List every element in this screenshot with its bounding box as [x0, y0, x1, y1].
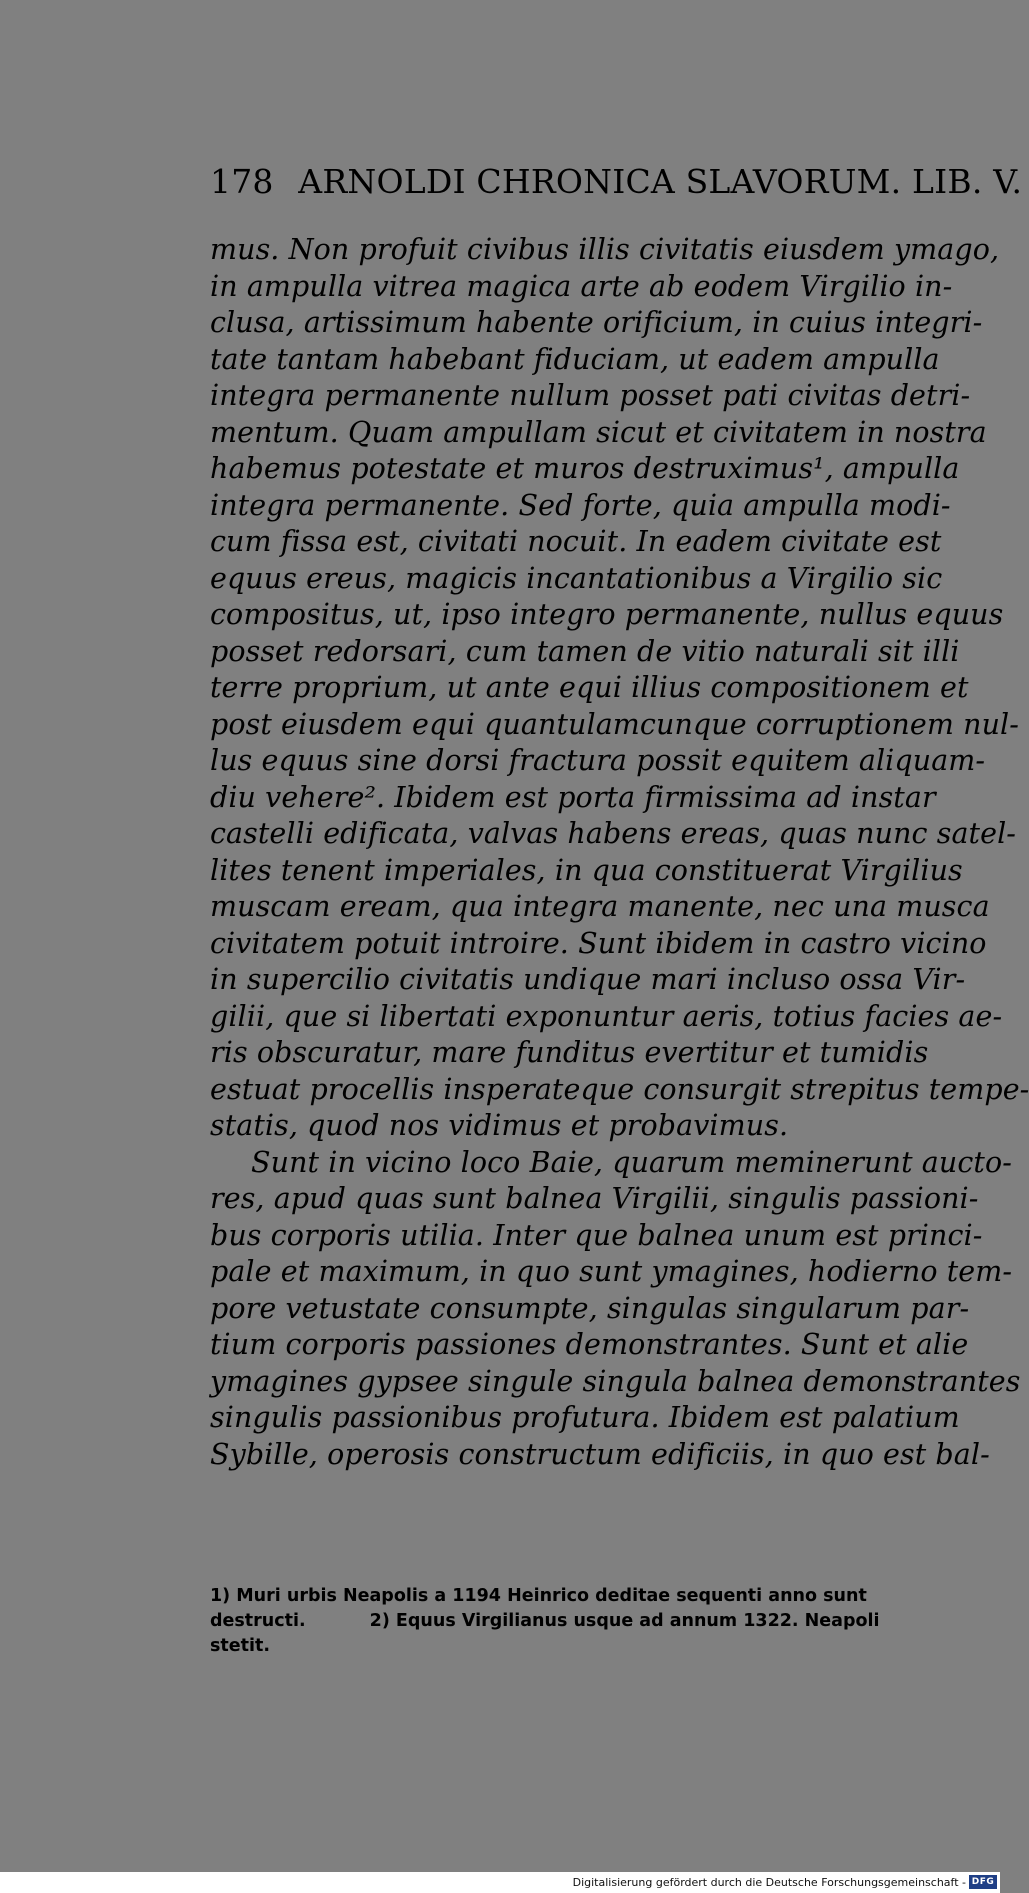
footnote-2-continuation: stetit.: [210, 1636, 271, 1656]
text-line: ymagines gypsee singule singula balnea demonstrantes: [210, 1364, 1021, 1398]
text-line: posset redorsari, cum tamen de vitio naturali sit illi: [210, 634, 960, 668]
text-line: terre proprium, ut ante equi illius compositionem et: [210, 671, 969, 704]
dfg-logo: DFG: [969, 1875, 997, 1889]
page-number: 178: [210, 162, 274, 201]
text-line: integra permanente nullum posset pati civitas detri-: [210, 379, 971, 412]
text-line: post eiusdem equi quantulamcunque corruptionem nul-: [210, 707, 1019, 741]
text-line: res, apud quas sunt balnea Virgilii, singulis passioni-: [210, 1182, 979, 1215]
text-line: tium corporis passiones demonstrantes. Sunt et alie: [210, 1328, 969, 1361]
text-line: diu vehere². Ibidem est porta firmissima ad instar: [210, 780, 936, 814]
text-line: civitatem potuit introire. Sunt ibidem in castro vicino: [210, 926, 987, 960]
text-line: compositus, ut, ipso integro permanente, nullus equus: [210, 598, 1004, 631]
footnote-1-line: 1) Muri urbis Neapolis a 1194 Heinrico deditae sequenti anno sunt: [210, 1586, 867, 1606]
text-line: statis, quod nos vidimus et probavimus.: [210, 1109, 789, 1142]
text-line: gilii, que si libertati exponuntur aeris, totius facies ae-: [210, 999, 1003, 1033]
funding-notice: Digitalisierung gefördert durch die Deutsche Forschungsgemeinschaft -: [572, 1876, 966, 1889]
footnote-line-2: [210, 1609, 932, 1634]
running-title: ARNOLDI CHRONICA SLAVORUM. LIB. V.: [298, 162, 1023, 201]
text-line: integra permanente. Sed forte, quia ampulla modi-: [210, 488, 951, 522]
text-line: singulis passionibus profutura. Ibidem est palatium: [210, 1401, 960, 1434]
text-line: bus corporis utilia. Inter que balnea unum est princi-: [210, 1218, 983, 1252]
text-line: tate tantam habebant fiduciam, ut eadem ampulla: [210, 342, 940, 376]
text-line: clusa, artissimum habente orificium, in cuius integri-: [210, 306, 983, 339]
text-line: lites tenent imperiales, in qua constituerat Virgilius: [210, 853, 963, 887]
text-line: mentum. Quam ampullam sicut et civitatem in nostra: [210, 415, 987, 449]
text-line: habemus potestate et muros destruximus¹, ampulla: [210, 452, 960, 485]
text-line: in supercilio civitatis undique mari incluso ossa Vir-: [210, 963, 966, 996]
footnote-1-continuation: destructi.: [210, 1611, 306, 1631]
text-line: pale et maximum, in quo sunt ymagines, hodierno tem-: [210, 1255, 1013, 1288]
text-line: in ampulla vitrea magica arte ab eodem Virgilio in-: [210, 269, 953, 303]
text-line: mus. Non profuit civibus illis civitatis eiusdem ymago,: [210, 233, 1000, 266]
text-line: ris obscuratur, mare funditus evertitur et tumidis: [210, 1036, 929, 1069]
text-line: castelli edificata, valvas habens ereas, quas nunc satel-: [210, 817, 1017, 850]
text-line: estuat procellis insperateque consurgit strepitus tempe-: [210, 1072, 1029, 1106]
text-line: muscam eream, qua integra manente, nec una musca: [210, 890, 990, 923]
text-line: Sybille, operosis constructum edificiis, in quo est bal-: [210, 1437, 990, 1471]
footnote-2-line: 2) Equus Virgilianus usque ad annum 1322. Neapoli: [369, 1611, 880, 1631]
text-line: cum fissa est, civitati nocuit. In eadem civitate est: [210, 525, 942, 558]
page-header: [210, 158, 1023, 206]
text-line: lus equus sine dorsi fractura possit equitem aliquam-: [210, 744, 986, 777]
main-text: [210, 232, 1029, 1473]
paragraph-start-line: Sunt in vicino loco Baie, quarum meminerunt aucto-: [251, 1145, 1012, 1179]
digitization-banner: [0, 1872, 1000, 1893]
footnotes: [210, 1584, 932, 1659]
text-line: equus ereus, magicis incantationibus a Virgilio sic: [210, 561, 943, 595]
text-line: pore vetustate consumpte, singulas singularum par-: [210, 1291, 970, 1325]
